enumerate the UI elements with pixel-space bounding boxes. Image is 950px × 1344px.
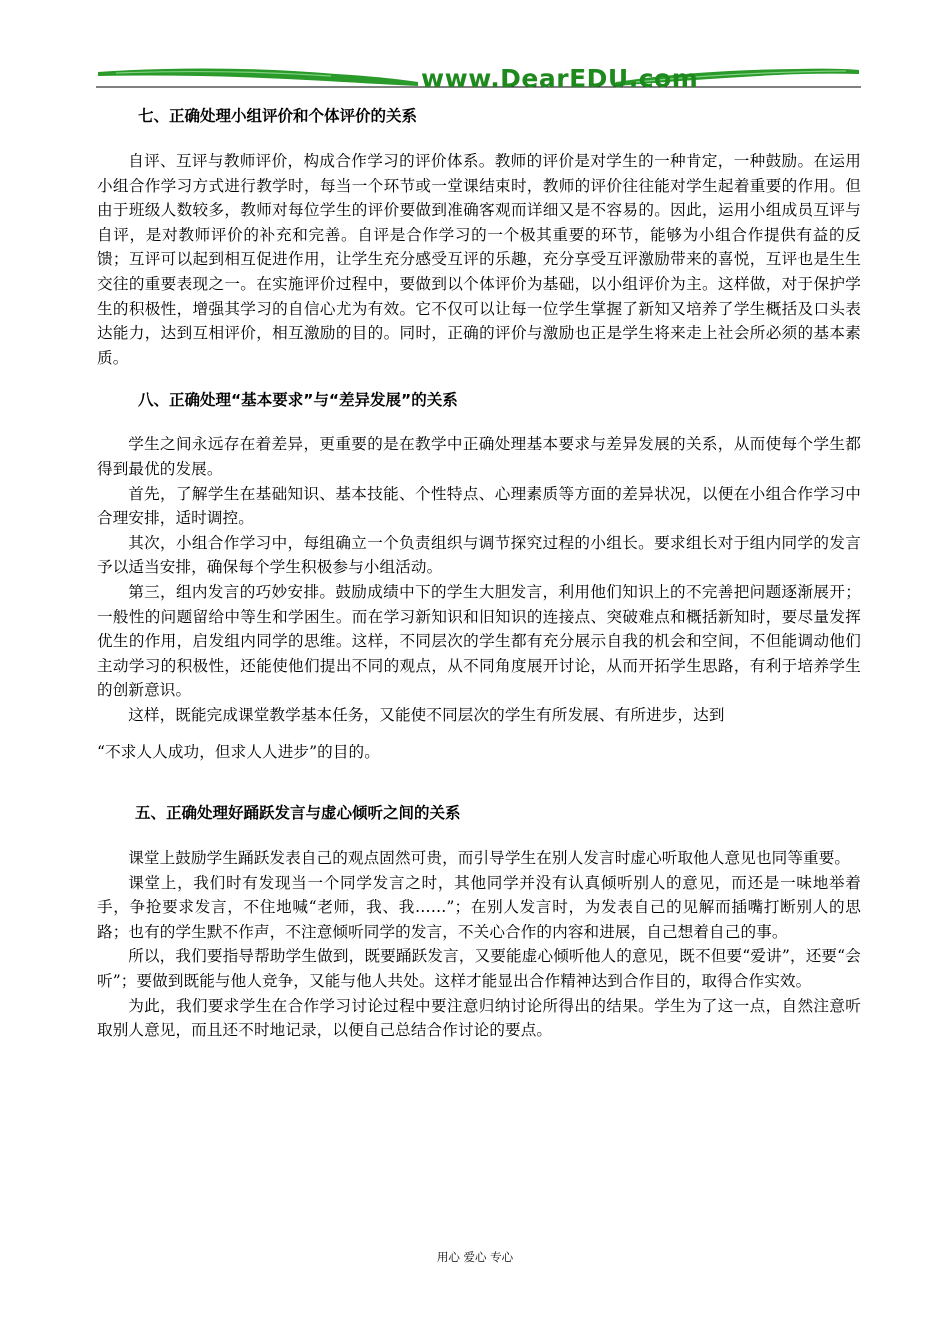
section-8-paragraph: “不求人人成功，但求人人进步”的目的。 [97,743,380,762]
section-8-paragraph: 第三，组内发言的巧妙安排。鼓励成绩中下的学生大胆发言，利用他们知识上的不完善把问题逐渐展开；一般性的问题留给中等生和学困生。而在学习新知识和旧知识的连接点、突破难点和概括新知时，要尽量发挥优生的作用，启发组内同学的思维。这样，不同层次的学生都有充分展示自我的机会和空间，不但能调动他们主动学习的积极性，还能使他们提出不同的观点，从不同角度展开讨论，从而开拓学生思路，有利于培养学生的创新意识。 [97,582,861,700]
section-5-paragraph: 课堂上，我们时有发现当一个同学发言之时，其他同学并没有认真倾听别人的意见，而还是一味地举着手，争抢要求发言，不住地喊“老师，我、我……”；在别人发言时，为发表自己的见解而插嘴打断别人的思路；也有的学生默不作声，不注意倾听同学的发言，不关心合作的内容和进展，自己想着自己的事。 [97,873,861,941]
page-header [96,60,861,96]
page-footer: 用心 爱心 专心 [436,1250,514,1264]
section-7-paragraph: 自评、互评与教师评价，构成合作学习的评价体系。教师的评价是对学生的一种肯定，一种鼓励。在运用小组合作学习方式进行教学时，每当一个环节或一堂课结束时，教师的评价往往能对学生起着重要的作用。但由于班级人数较多，教师对每位学生的评价要做到准确客观而详细又是不容易的。因此，运用小组成员互评与自评，是对教师评价的补充和完善。自评是合作学习的一个极其重要的环节，能够为小组合作提供有益的反馈；互评可以起到相互促进作用，让学生充分感受互评的乐趣，充分享受互评激励带来的喜悦，互评也是生生交往的重要表现之一。在实施评价过程中，要做到以个体评价为基础，以小组评价为主。这样做，对于保护学生的积极性，增强其学习的自信心尤为有效。它不仅可以让每一位学生掌握了新知又培养了学生概括及口头表达能力，达到互相评价，相互激励的目的。同时，正确的评价与激励也正是学生将来走上社会所必须的基本素质。 [97,152,861,367]
section-5-paragraph: 所以，我们要指导帮助学生做到，既要踊跃发言，又要能虚心倾听他人的意见，既不但要“爱讲”，还要“会听”；要做到既能与他人竞争，又能与他人共处。这样才能显出合作精神达到合作目的，取得合作实效。 [97,947,861,991]
section-5-paragraph: 为此，我们要求学生在合作学习讨论过程中要注意归纳讨论所得出的结果。学生为了这一点，自然注意听取别人意见，而且还不时地记录，以便自己总结合作讨论的要点。 [97,996,861,1040]
section-8-paragraph: 首先，了解学生在基础知识、基本技能、个性特点、心理素质等方面的差异状况，以便在小组合作学习中合理安排，适时调控。 [97,484,861,528]
section-7-heading: 七、正确处理小组评价和个体评价的关系 [138,107,418,125]
section-5-heading: 五、正确处理好踊跃发言与虚心倾听之间的关系 [135,804,461,823]
section-8-paragraph: 这样，既能完成课堂教学基本任务，又能使不同层次的学生有所发展、有所进步，达到 [128,705,725,724]
document-body [97,104,861,1043]
section-8-paragraph: 其次，小组合作学习中，每组确立一个负责组织与调节探究过程的小组长。要求组长对于组内同学的发言予以适当安排，确保每个学生积极参与小组活动。 [97,533,861,577]
section-5-paragraph: 课堂上鼓励学生踊跃发表自己的观点固然可贵，而引导学生在别人发言时虚心听取他人意见也同等重要。 [128,849,851,868]
site-logo: www.DearEDU.com [421,64,699,93]
section-8-heading: 八、正确处理“基本要求”与“差异发展”的关系 [138,391,458,410]
section-8-paragraph: 学生之间永远存在着差异，更重要的是在教学中正确处理基本要求与差异发展的关系，从而使每个学生都得到最优的发展。 [97,435,861,478]
